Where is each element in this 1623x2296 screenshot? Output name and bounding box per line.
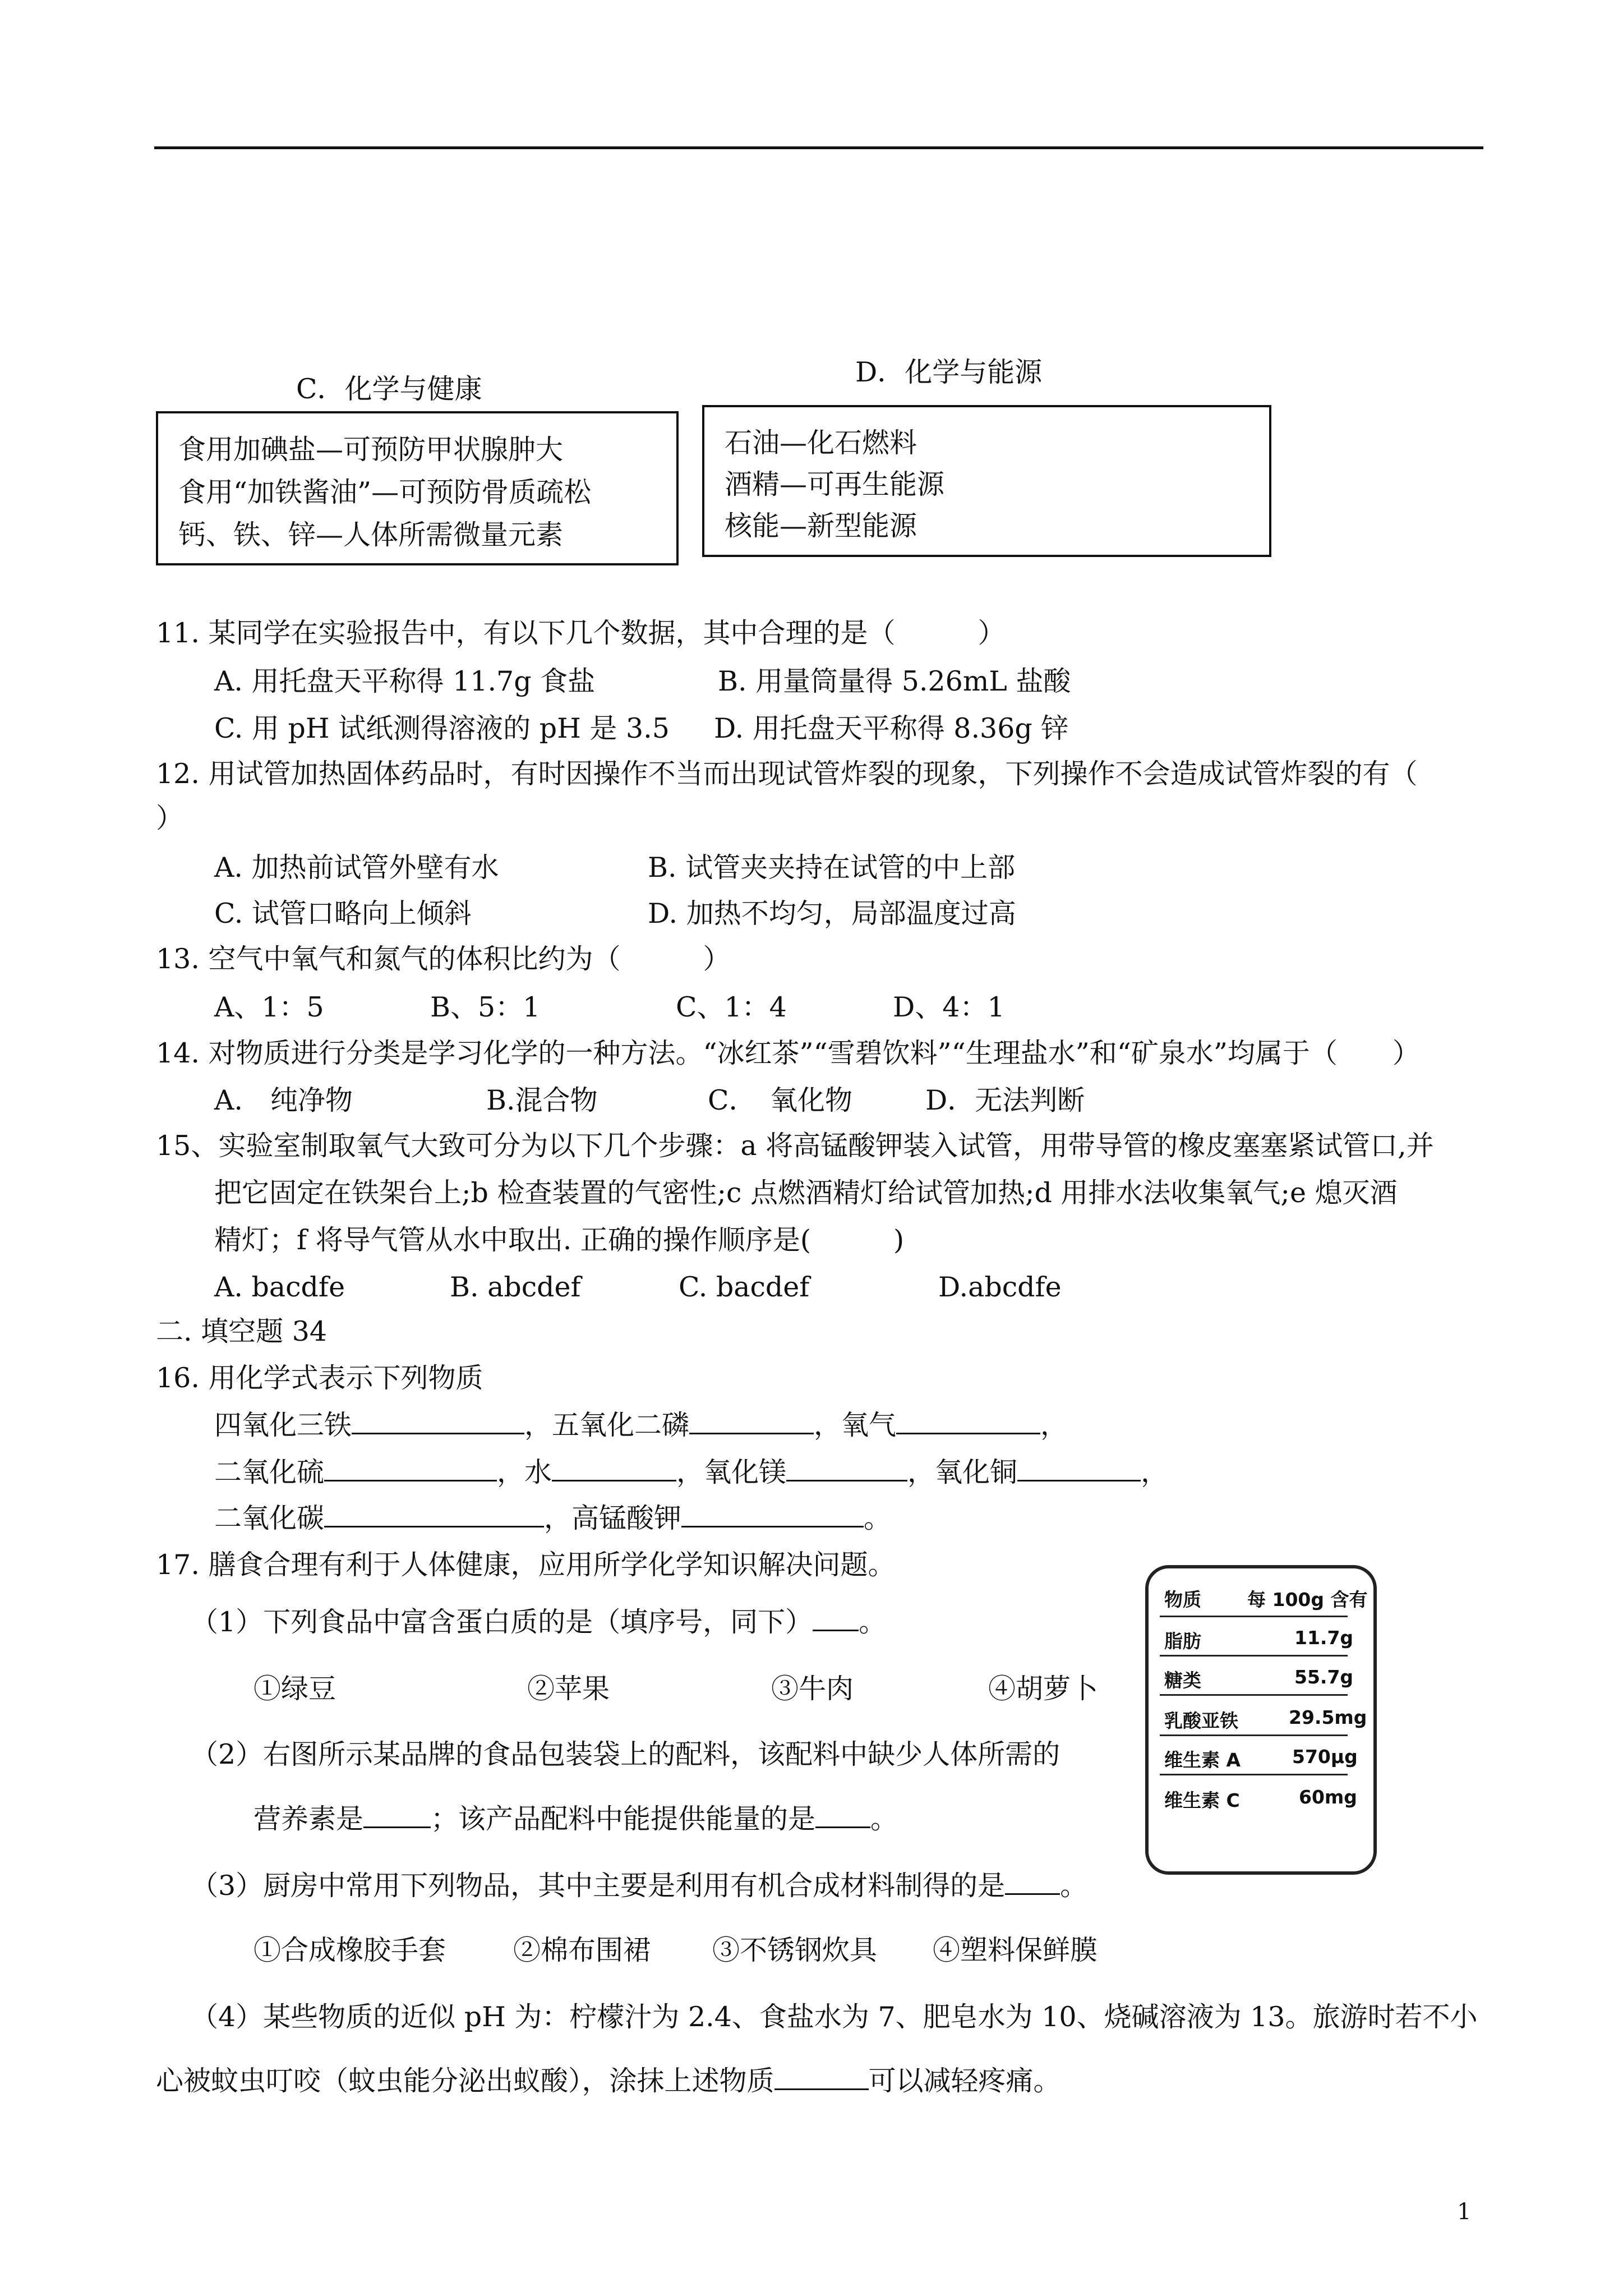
question-17-part-2-cont <box>253 1802 898 1837</box>
fill-label: ， <box>1141 1456 1169 1488</box>
nutrition-divider <box>1160 1774 1348 1775</box>
answer-blank[interactable] <box>1017 1455 1141 1481</box>
question-15-option-b: B. abcdef <box>450 1271 581 1303</box>
answer-blank[interactable] <box>815 1802 870 1828</box>
box-d-title: D．化学与能源 <box>855 356 1043 388</box>
part-3-option: ①合成橡胶手套 <box>253 1934 446 1966</box>
answer-blank[interactable] <box>786 1455 907 1481</box>
question-17-part-1 <box>191 1605 886 1640</box>
nutrition-name: 脂肪 <box>1164 1630 1201 1652</box>
answer-blank[interactable] <box>681 1501 864 1527</box>
nutrition-value: 11.7g <box>1294 1627 1354 1649</box>
nutrition-name: 乳酸亚铁 <box>1164 1710 1238 1732</box>
fill-label: 四氧化三铁 <box>214 1409 352 1441</box>
question-12-option-a: A. 加热前试管外壁有水 <box>214 852 499 884</box>
question-17-part-2: （2）右图所示某品牌的食品包装袋上的配料，该配料中缺少人体所需的 <box>191 1738 1061 1770</box>
question-17-part-4-cont <box>156 2064 1061 2099</box>
question-13-option-d: D、4：1 <box>893 991 1005 1023</box>
part-1-option: ③牛肉 <box>771 1673 854 1705</box>
question-13-option-c: C、1：4 <box>676 991 787 1023</box>
answer-blank[interactable] <box>352 1408 524 1434</box>
fill-label: ，高锰酸钾 <box>544 1502 682 1534</box>
header-rule <box>154 146 1483 149</box>
fill-label: 。 <box>864 1502 892 1534</box>
answer-blank[interactable] <box>689 1408 814 1434</box>
nutrition-value: 55.7g <box>1294 1666 1354 1688</box>
question-14-option-d: D．无法判断 <box>925 1084 1085 1116</box>
question-15-option-c: C. bacdef <box>679 1271 810 1303</box>
box-c-line: 食用加碘盐—可预防甲状腺肿大 <box>178 434 564 466</box>
part-1-end: 。 <box>859 1606 887 1638</box>
part-1-option: ②苹果 <box>527 1673 610 1705</box>
part-3-option: ②棉布围裙 <box>513 1934 651 1966</box>
nutrition-divider <box>1160 1734 1348 1736</box>
question-11-option-b: B. 用量筒量得 5.26mL 盐酸 <box>718 665 1071 697</box>
box-c-line: 钙、铁、锌—人体所需微量元素 <box>178 519 564 551</box>
nutrition-value: 570μg <box>1292 1746 1358 1768</box>
nutrition-divider <box>1160 1655 1348 1657</box>
question-14-option-c: C． 氧化物 <box>708 1084 852 1116</box>
nutrition-header-substance: 物质 <box>1164 1589 1201 1611</box>
answer-blank[interactable] <box>363 1802 431 1828</box>
box-c-title: C．化学与健康 <box>296 373 482 405</box>
part-3-option: ③不锈钢炊具 <box>712 1934 878 1966</box>
box-d-line: 石油—化石燃料 <box>725 427 917 459</box>
question-14-stem: 14. 对物质进行分类是学习化学的一种方法。“冰红茶”“雪碧饮料”“生理盐水”和“矿泉水”均属于（ ） <box>156 1037 1420 1069</box>
question-11-stem: 11. 某同学在实验报告中，有以下几个数据，其中合理的是（ ） <box>156 617 1006 649</box>
part-2-text: 营养素是 <box>253 1803 364 1835</box>
question-16-row <box>214 1455 1168 1490</box>
nutrition-label <box>1145 1565 1377 1875</box>
nutrition-divider <box>1160 1616 1348 1617</box>
answer-blank[interactable] <box>813 1605 859 1631</box>
section-heading: 二. 填空题 34 <box>156 1315 328 1347</box>
fill-label: ，五氧化二磷 <box>524 1409 690 1441</box>
fill-label: ，水 <box>497 1456 552 1488</box>
nutrition-header-amount: 每 100g 含有 <box>1247 1589 1368 1611</box>
part-4-text: 可以减轻疼痛。 <box>868 2065 1061 2097</box>
question-15-line: 15、实验室制取氧气大致可分为以下几个步骤：a 将高锰酸钾装入试管，用带导管的橡皮塞塞紧试管口,并 <box>156 1130 1434 1162</box>
question-15-line: 精灯；f 将导气管从水中取出. 正确的操作顺序是( ) <box>214 1224 905 1256</box>
question-12-stem-end: ） <box>156 802 184 834</box>
part-1-option: ①绿豆 <box>253 1673 336 1705</box>
question-15-line: 把它固定在铁架台上;b 检查装置的气密性;c 点燃酒精灯给试管加热;d 用排水法收集氧气;e 熄灭酒 <box>214 1177 1398 1209</box>
nutrition-value: 60mg <box>1299 1786 1357 1808</box>
answer-blank[interactable] <box>324 1501 544 1527</box>
question-11-option-a: A. 用托盘天平称得 11.7g 食盐 <box>214 665 596 697</box>
part-1-option: ④胡萝卜 <box>988 1673 1099 1705</box>
nutrition-name: 维生素 A <box>1164 1749 1241 1771</box>
question-17-part-3 <box>191 1869 1087 1903</box>
question-17-part-4: （4）某些物质的近似 pH 为：柠檬汁为 2.4、食盐水为 7、肥皂水为 10、烧碱溶液为 13。旅游时若不小 <box>191 2001 1478 2033</box>
nutrition-value: 29.5mg <box>1289 1706 1367 1728</box>
fill-label: ， <box>1040 1409 1068 1441</box>
part-3-end: 。 <box>1060 1870 1088 1902</box>
part-4-text: 心被蚊虫叮咬（蚊虫能分泌出蚁酸），涂抹上述物质 <box>156 2065 774 2097</box>
page-number: 1 <box>1457 2199 1472 2225</box>
nutrition-divider <box>1160 1694 1348 1696</box>
question-12-option-c: C. 试管口略向上倾斜 <box>214 898 472 930</box>
question-17-stem: 17. 膳食合理有利于人体健康，应用所学化学知识解决问题。 <box>156 1549 896 1581</box>
fill-label: ，氧气 <box>814 1409 897 1441</box>
question-13-stem: 13. 空气中氧气和氮气的体积比约为（ ） <box>156 943 731 975</box>
box-d-line: 酒精—可再生能源 <box>725 468 945 500</box>
question-14-option-a: A. 纯净物 <box>214 1084 353 1116</box>
question-16-stem: 16. 用化学式表示下列物质 <box>156 1362 483 1394</box>
answer-blank[interactable] <box>324 1455 497 1481</box>
nutrition-name: 维生素 C <box>1164 1789 1240 1811</box>
part-2-text: ；该产品配料中能提供能量的是 <box>431 1803 816 1835</box>
question-15-option-a: A. bacdfe <box>214 1271 345 1303</box>
answer-blank[interactable] <box>1005 1869 1060 1895</box>
question-11-option-c: C. 用 pH 试纸测得溶液的 pH 是 3.5 <box>214 712 670 744</box>
box-d-line: 核能—新型能源 <box>725 510 917 542</box>
nutrition-name: 糖类 <box>1164 1669 1201 1691</box>
question-15-option-d: D.abcdfe <box>938 1271 1062 1303</box>
question-16-row <box>214 1501 891 1536</box>
question-11-option-d: D. 用托盘天平称得 8.36g 锌 <box>714 712 1069 744</box>
question-12-option-b: B. 试管夹夹持在试管的中上部 <box>648 852 1016 884</box>
answer-blank[interactable] <box>774 2064 869 2090</box>
fill-label: 二氧化碳 <box>214 1502 325 1534</box>
fill-label: ，氧化铜 <box>907 1456 1018 1488</box>
question-14-option-b: B.混合物 <box>486 1084 598 1116</box>
part-3-text: （3）厨房中常用下列物品，其中主要是利用有机合成材料制得的是 <box>191 1870 1006 1902</box>
box-c-line: 食用“加铁酱油”—可预防骨质疏松 <box>178 476 592 508</box>
box-c <box>156 411 679 565</box>
part-3-option: ④塑料保鲜膜 <box>933 1934 1098 1966</box>
answer-blank[interactable] <box>896 1408 1040 1434</box>
answer-blank[interactable] <box>552 1455 676 1481</box>
part-2-end: 。 <box>870 1803 898 1835</box>
question-12-option-d: D. 加热不均匀，局部温度过高 <box>648 898 1016 930</box>
question-16-row <box>214 1408 1068 1443</box>
part-1-text: （1）下列食品中富含蛋白质的是（填序号，同下） <box>191 1606 813 1638</box>
box-d <box>702 405 1271 557</box>
question-13-option-a: A、1：5 <box>214 991 324 1023</box>
fill-label: 二氧化硫 <box>214 1456 325 1488</box>
fill-label: ，氧化镁 <box>676 1456 787 1488</box>
question-13-option-b: B、5：1 <box>430 991 541 1023</box>
question-12-stem: 12. 用试管加热固体药品时，有时因操作不当而出现试管炸裂的现象，下列操作不会造成试管炸裂的有（ <box>156 758 1418 790</box>
